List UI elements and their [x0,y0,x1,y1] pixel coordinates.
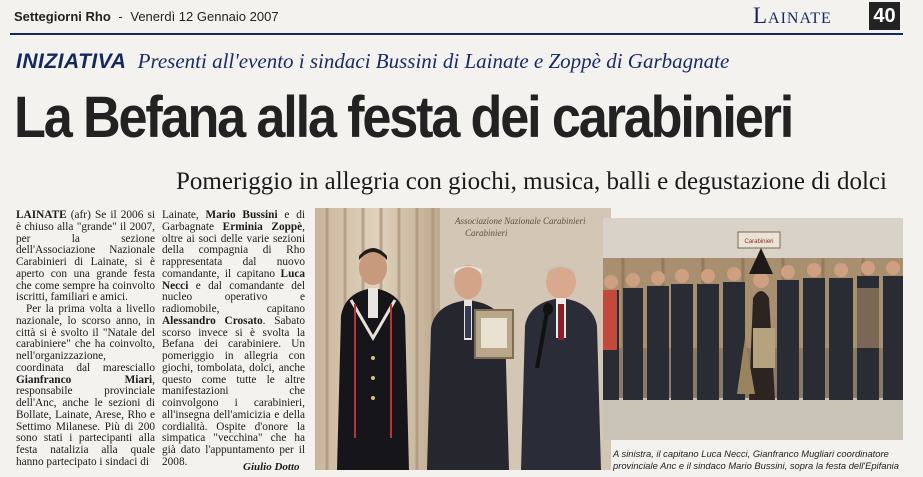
banner-text-2: Carabinieri [465,228,508,238]
byline: Giulio Dotto [243,461,300,473]
wall-sign-text: Carabinieri [744,239,774,245]
paragraph-2-text-a: Per la prima volta a livello nazionale, lo scorso anno, in città si è svolto il "Natale del carabiniere" che ha coinvolto, nell'organizzazione, coordinata dal maresciallo [16,303,155,374]
article-subtitle: Pomeriggio in allegria con giochi, musica, balli e degustazione di dolci [176,168,887,195]
name-necci: Luca Necci [162,267,306,292]
page-number: 40 [869,2,900,30]
kicker-label: INIZIATIVA [16,50,127,73]
author-initials: (afr) [70,209,91,221]
paragraph-2 [16,304,155,469]
article-title: La Befana alla festa dei carabinieri [14,85,793,150]
banner-text: Associazione Nazionale Carabinieri [455,216,586,226]
ceremony-photo [315,208,611,470]
header-info [14,9,279,24]
article-kicker [16,49,729,74]
group-photo [603,218,903,440]
paragraph-1 [16,210,155,304]
text-segment: e dal comandante del nucleo operativo e radiomobile, capitano [162,279,306,315]
paragraph-2-text-b: , responsabile provinciale dell'Anc, anche le sezioni di Bollate, Lainate, Arese, Rho e Settimo Milanese. Più di 200 sono stati i partecipanti alla festa natalizia alla quale hanno partecipato i sindaci di [16,373,155,468]
article-column-2 [162,210,305,469]
header-rule [10,33,903,35]
floor [603,398,903,440]
text-segment: e di Garbagnate [162,209,305,233]
article-column-1 [16,210,155,469]
text-segment: . Sabato scorso invece si è svolta la Befana dei carabiniere. Un pomeriggio in allegria con giochi, tombolata, dolci, anche questo come tutte le altre manifestazioni che coinvolgono i carabinieri, all'insegna dell'amicizia e della cordialità. Ospite d'onore la simpatica "vecchina" che ha già dato l'appuntamento per il 2008. [162,314,305,468]
name-zoppe: Erminia Zoppè [222,220,303,233]
dateline: LAINATE [16,209,67,221]
issue-date: Venerdì 12 Gennaio 2007 [130,9,279,24]
name-crosato: Alessandro Crosato [162,314,263,327]
header-separator: - [118,9,123,24]
section-name: Lainate [753,3,832,28]
text-segment: Lainate, [162,209,199,221]
text-segment: , oltre ai soci delle varie sezioni della compagnia di Rho rappresentata dal nuovo comandante, il capitano [162,220,305,280]
kicker-text: Presenti all'evento i sindaci Bussini di Lainate e Zoppè di Garbagnate [137,49,730,73]
name-miari: Gianfranco Miari [16,373,153,386]
name-bussini: Mario Bussini [205,209,278,221]
photo-caption: A sinistra, il capitano Luca Necci, Gianfranco Mugliari coordinatore provinciale Anc e il sindaco Mario Bussini, sopra la festa dell'Epifania [613,448,899,471]
paragraph-3 [162,210,305,469]
paragraph-1-text: Se il 2006 si è chiuso alla "grande" il 2007, per la sezione dell'Associazione Nazionale Carabinieri di Lainate, si è aperto con una grande festa che come sempre ha coinvolto iscritti, familiari e amici. [16,209,156,304]
publication-name: Settegiorni Rho [14,9,111,24]
